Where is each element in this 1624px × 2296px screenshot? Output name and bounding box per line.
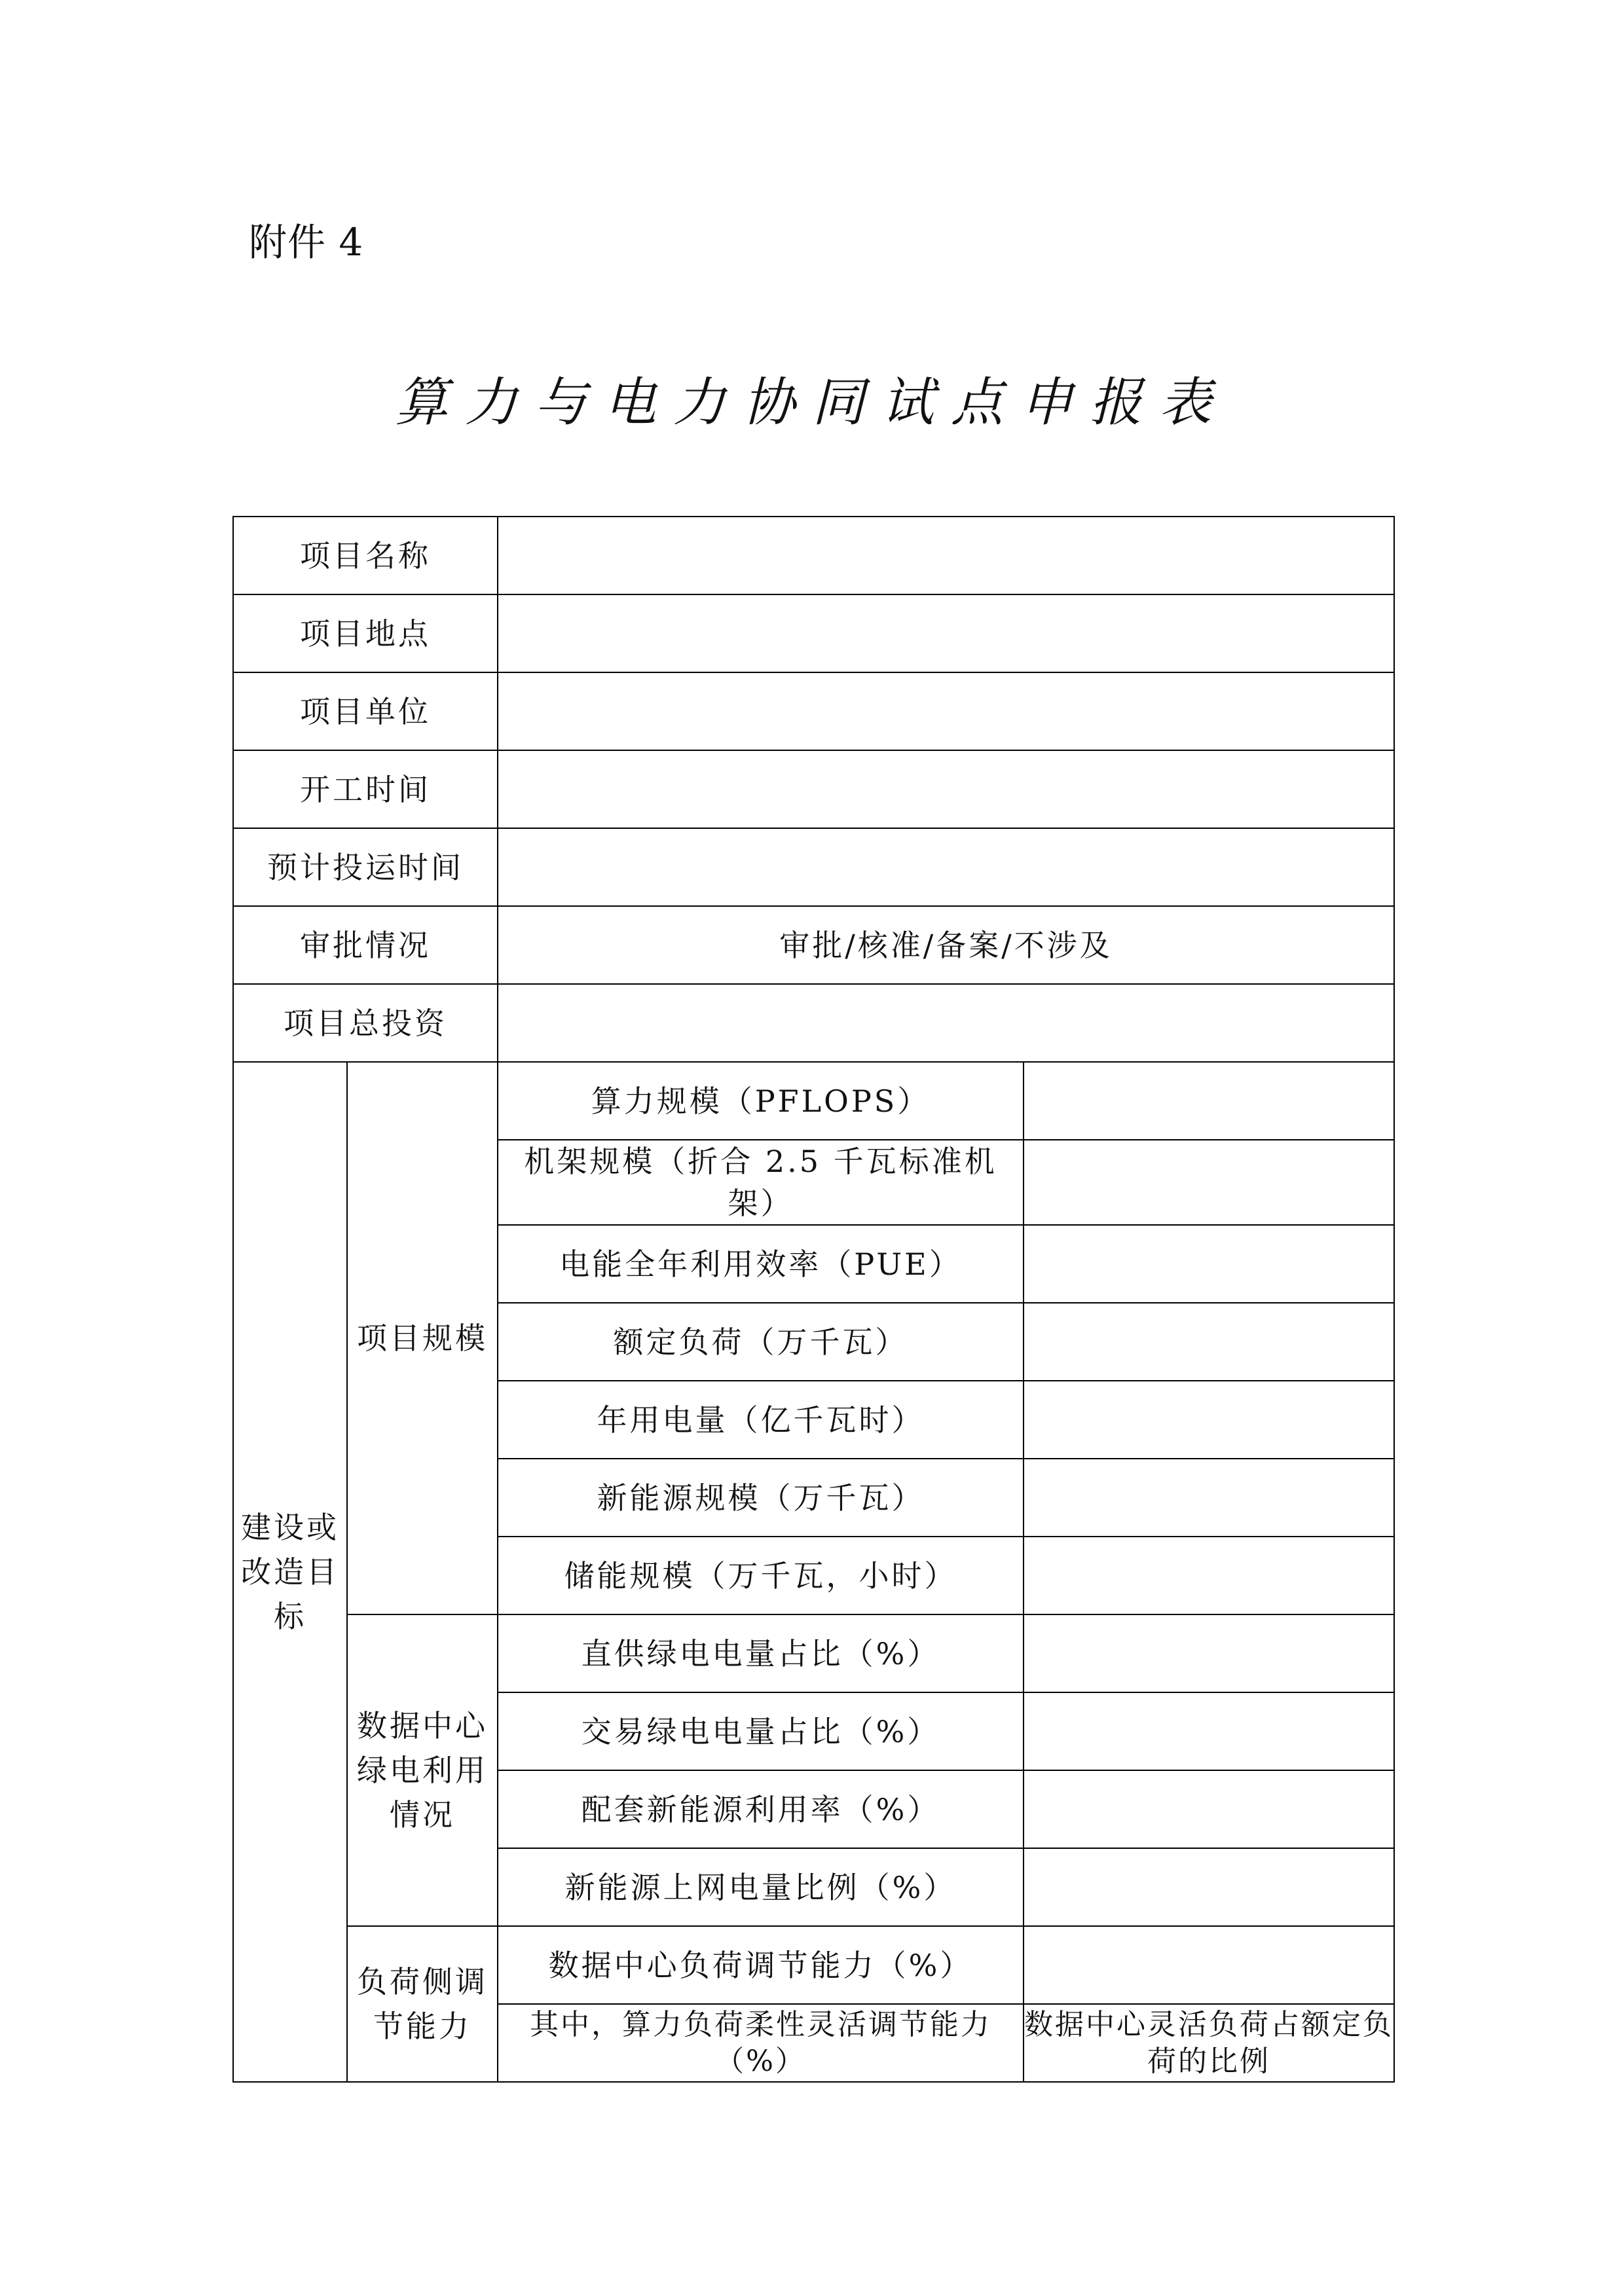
- row-direct-green-share: [233, 1614, 1394, 1692]
- row-compute-scale: [233, 1062, 1394, 1140]
- label-rated-load: 额定负荷（万千瓦）: [498, 1303, 1024, 1381]
- value-project-unit[interactable]: [498, 672, 1394, 750]
- label-pue: 电能全年利用效率（PUE）: [498, 1225, 1024, 1303]
- row-load-regulation: [233, 1926, 1394, 2004]
- value-flexible-regulation[interactable]: 数据中心灵活负荷占额定负荷的比例: [1024, 2004, 1394, 2082]
- value-planned-operation-time[interactable]: [498, 828, 1394, 906]
- value-compute-scale[interactable]: [1024, 1062, 1394, 1140]
- value-approval-status[interactable]: 审批/核准/备案/不涉及: [498, 906, 1394, 984]
- row-project-unit: [233, 672, 1394, 750]
- value-traded-green-share[interactable]: [1024, 1692, 1394, 1770]
- label-storage-scale: 储能规模（万千瓦，小时）: [498, 1537, 1024, 1614]
- label-flexible-regulation: 其中，算力负荷柔性灵活调节能力（%）: [498, 2004, 1024, 2082]
- value-annual-consumption[interactable]: [1024, 1381, 1394, 1459]
- attachment-label: 附件 4: [249, 220, 364, 264]
- label-load-regulation: 数据中心负荷调节能力（%）: [498, 1926, 1024, 2004]
- value-renewable-scale[interactable]: [1024, 1459, 1394, 1537]
- value-storage-scale[interactable]: [1024, 1537, 1394, 1614]
- form-title: 算力与电力协同试点申报表: [396, 372, 1228, 433]
- group-project-scale: 项目规模: [347, 1062, 498, 1614]
- row-project-location: [233, 594, 1394, 672]
- value-renewable-grid-ratio[interactable]: [1024, 1848, 1394, 1926]
- label-approval-status: 审批情况: [233, 906, 498, 984]
- value-project-location[interactable]: [498, 594, 1394, 672]
- row-planned-operation-time: [233, 828, 1394, 906]
- value-start-time[interactable]: [498, 750, 1394, 828]
- label-renewable-utilization: 配套新能源利用率（%）: [498, 1770, 1024, 1848]
- application-form-table: [232, 516, 1395, 2083]
- section-construction-target: 建设或改造目标: [233, 1062, 347, 2082]
- label-project-unit: 项目单位: [233, 672, 498, 750]
- label-compute-scale: 算力规模（PFLOPS）: [498, 1062, 1024, 1140]
- value-total-investment[interactable]: [498, 984, 1394, 1062]
- value-rated-load[interactable]: [1024, 1303, 1394, 1381]
- row-start-time: [233, 750, 1394, 828]
- value-renewable-utilization[interactable]: [1024, 1770, 1394, 1848]
- value-pue[interactable]: [1024, 1225, 1394, 1303]
- group-load-regulation: 负荷侧调节能力: [347, 1926, 498, 2082]
- label-renewable-scale: 新能源规模（万千瓦）: [498, 1459, 1024, 1537]
- label-start-time: 开工时间: [233, 750, 498, 828]
- label-annual-consumption: 年用电量（亿千瓦时）: [498, 1381, 1024, 1459]
- label-total-investment: 项目总投资: [233, 984, 498, 1062]
- label-project-name: 项目名称: [233, 517, 498, 594]
- row-total-investment: [233, 984, 1394, 1062]
- row-project-name: [233, 517, 1394, 594]
- value-load-regulation[interactable]: [1024, 1926, 1394, 2004]
- label-project-location: 项目地点: [233, 594, 498, 672]
- value-rack-scale[interactable]: [1024, 1140, 1394, 1225]
- label-planned-operation-time: 预计投运时间: [233, 828, 498, 906]
- value-project-name[interactable]: [498, 517, 1394, 594]
- label-traded-green-share: 交易绿电电量占比（%）: [498, 1692, 1024, 1770]
- label-rack-scale: 机架规模（折合 2.5 千瓦标准机架）: [498, 1140, 1024, 1225]
- label-direct-green-share: 直供绿电电量占比（%）: [498, 1614, 1024, 1692]
- row-approval-status: [233, 906, 1394, 984]
- label-renewable-grid-ratio: 新能源上网电量比例（%）: [498, 1848, 1024, 1926]
- group-green-power-utilization: 数据中心绿电利用情况: [347, 1614, 498, 1926]
- value-direct-green-share[interactable]: [1024, 1614, 1394, 1692]
